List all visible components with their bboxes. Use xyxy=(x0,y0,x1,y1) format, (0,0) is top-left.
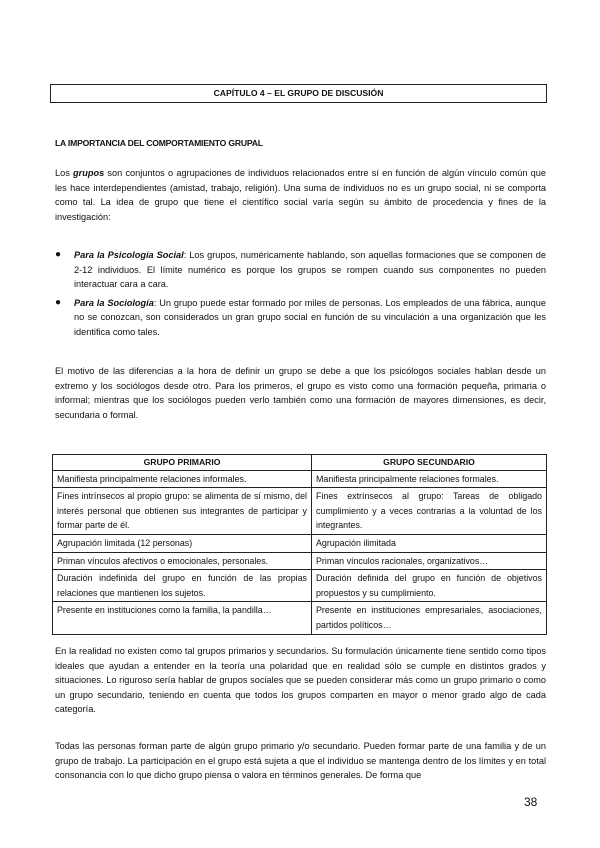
bullet-text: : Un grupo puede estar formado por miles de personas. Los empleados de una fábrica, aunque no se conozcan, son considerados un gran grupo social en función de su vinculación a una organización que les identifica como tales. xyxy=(74,297,547,337)
table-cell: Presente en instituciones empresariales, asociaciones, partidos políticos… xyxy=(312,602,547,634)
bullet-term: Para la Sociología xyxy=(74,297,154,308)
bullet-icon: ● xyxy=(55,296,62,308)
table-cell: Priman vínculos racionales, organizativos… xyxy=(312,552,547,570)
body-paragraph: Todas las personas forman parte de algún grupo primario y/o secundario. Pueden formar parte de una familia y de un grupo de trabajo. La participación en el grupo está sujeta a que el individuo se mantenga dentro de los límites y en total consonancia con lo que dicho grupo piensa o valora en términos generales. De forma que xyxy=(55,741,546,781)
comparison-table xyxy=(52,454,547,635)
table-cell: Agrupación ilimitada xyxy=(312,534,547,552)
table-cell: Manifiesta principalmente relaciones formales. xyxy=(312,470,547,488)
definition-list xyxy=(55,248,546,344)
table-cell: Manifiesta principalmente relaciones informales. xyxy=(53,470,312,488)
table-cell: Fines extrínsecos al grupo: Tareas de obligado cumplimiento y a veces contrarias a la voluntad de los integrantes. xyxy=(312,488,547,535)
intro-text-start: Los xyxy=(55,168,74,178)
bullet-text: : Los grupos, numéricamente hablando, son aquellas formaciones que se componen de 2-12 individuos. El límite numérico es porque los grupos se rompen cuando sus componentes no pueden interactuar cara a cara. xyxy=(74,250,546,290)
intro-text-rest: son conjuntos o agrupaciones de individuos relacionados entre sí en función de algún vínculo común que les hace interdependientes (amistad, trabajo, religión). Una suma de individuos no es un grupo social, ni se comporta como tal. La idea de grupo que tiene el científico social varía según su ámbito de procedencia y fines de la investigación: xyxy=(55,168,546,222)
table-cell: Duración definida del grupo en función de objetivos propuestos y su cumplimiento. xyxy=(312,570,547,602)
table-header-row xyxy=(53,455,547,471)
table-row xyxy=(53,570,547,602)
table-cell: Priman vínculos afectivos o emocionales, personales. xyxy=(53,552,312,570)
page-number: 38 xyxy=(524,795,538,809)
list-item xyxy=(55,248,546,292)
column-header: GRUPO SECUNDARIO xyxy=(312,455,547,471)
section-heading: LA IMPORTANCIA DEL COMPORTAMIENTO GRUPAL xyxy=(55,138,263,148)
table-row xyxy=(53,552,547,570)
table-row xyxy=(53,534,547,552)
table-cell: Duración indefinida del grupo en función de las propias relaciones que mantienen los sujetos. xyxy=(53,570,312,602)
body-paragraph: En la realidad no existen como tal grupos primarios y secundarios. Su formulación únicamente tiene sentido como tipos ideales que ayudan a entender en la teoría una polaridad que en realidad sólo se cumple en distintos grados y situaciones. Lo riguroso sería hablar de grupos sociales que se pueden considerar más como un grupo primario o como un grupo secundario, teniendo en cuenta que todos los grupos comparten en mayor o menor grado algo de cada categoría. xyxy=(55,646,546,715)
table-cell: Fines intrínsecos al propio grupo: se alimenta de sí mismo, del interés personal que obtienen sus integrantes de participar y formar parte de él. xyxy=(53,488,312,535)
column-header: GRUPO PRIMARIO xyxy=(53,455,312,471)
chapter-title: CAPÍTULO 4 – EL GRUPO DE DISCUSIÓN xyxy=(50,84,547,103)
table-row xyxy=(53,488,547,535)
bullet-icon: ● xyxy=(55,249,62,260)
table-row xyxy=(53,602,547,634)
list-item xyxy=(55,296,546,340)
intro-paragraph xyxy=(55,166,546,224)
table-cell: Agrupación limitada (12 personas) xyxy=(53,534,312,552)
table-cell: Presente en instituciones como la familia, la pandilla… xyxy=(53,602,312,634)
table-row xyxy=(53,470,547,488)
intro-term: grupos xyxy=(73,168,105,178)
bullet-term: Para la Psicología Social xyxy=(74,250,184,260)
body-paragraph: El motivo de las diferencias a la hora de definir un grupo se debe a que los psicólogos sociales hablan desde un extremo y los sociólogos desde otro. Para los primeros, el grupo es visto como una formación pequeña, primaria o informal; mientras que los sociólogos pueden verlo también como una formación de mayores dimensiones, es decir, secundaria o formal. xyxy=(55,366,546,420)
